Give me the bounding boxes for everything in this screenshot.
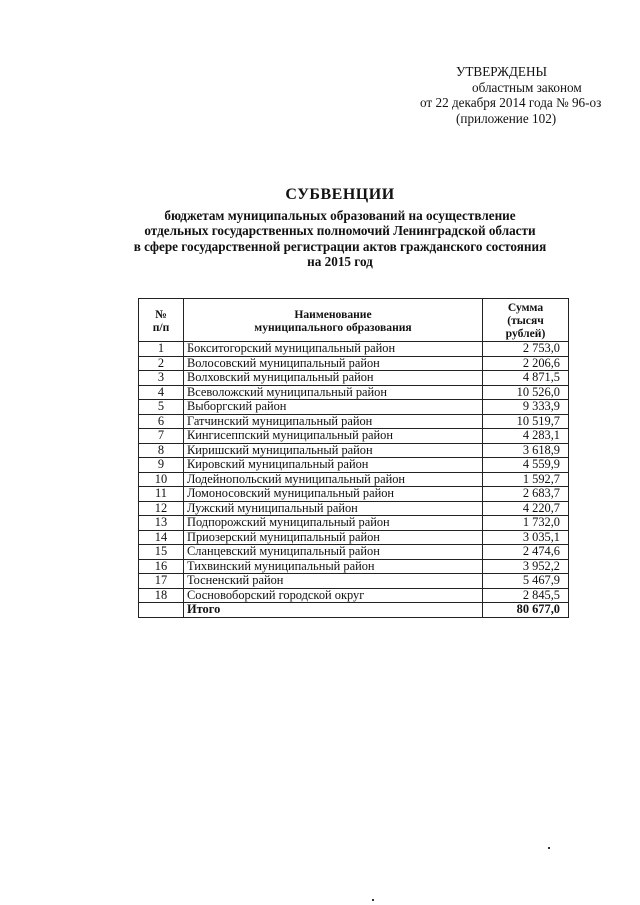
header-number-line1: № (155, 307, 167, 321)
table-header-row (139, 299, 569, 342)
row-sum: 4 220,7 (483, 501, 569, 516)
row-sum: 2 845,5 (483, 588, 569, 603)
row-municipality: Сланцевский муниципальный район (184, 545, 483, 560)
row-sum: 3 035,1 (483, 530, 569, 545)
table-row (139, 385, 569, 400)
row-sum: 4 283,1 (483, 429, 569, 444)
header-name (184, 299, 483, 342)
table-row (139, 588, 569, 603)
row-municipality: Тосненский район (184, 574, 483, 589)
row-municipality: Лужский муниципальный район (184, 501, 483, 516)
table-row (139, 371, 569, 386)
row-number: 16 (139, 559, 184, 574)
table-row (139, 429, 569, 444)
row-number: 10 (139, 472, 184, 487)
table-row (139, 458, 569, 473)
row-sum: 1 592,7 (483, 472, 569, 487)
row-municipality: Ломоносовский муниципальный район (184, 487, 483, 502)
row-sum: 4 559,9 (483, 458, 569, 473)
row-municipality: Лодейнопольский муниципальный район (184, 472, 483, 487)
table-row (139, 545, 569, 560)
table-row (139, 356, 569, 371)
table-row (139, 516, 569, 531)
header-sum (483, 299, 569, 342)
row-number: 8 (139, 443, 184, 458)
total-number-cell (139, 603, 184, 618)
row-number: 13 (139, 516, 184, 531)
table-row (139, 443, 569, 458)
row-number: 7 (139, 429, 184, 444)
row-municipality: Приозерский муниципальный район (184, 530, 483, 545)
approval-law-date: от 22 декабря 2014 года № 96-оз (420, 95, 602, 110)
row-sum: 3 952,2 (483, 559, 569, 574)
header-number (139, 299, 184, 342)
row-municipality: Волосовский муниципальный район (184, 356, 483, 371)
row-municipality: Выборгский район (184, 400, 483, 415)
row-sum: 2 753,0 (483, 342, 569, 357)
row-municipality: Бокситогорский муниципальный район (184, 342, 483, 357)
row-municipality: Гатчинский муниципальный район (184, 414, 483, 429)
document-title (100, 186, 580, 269)
table-row (139, 530, 569, 545)
row-municipality: Тихвинский муниципальный район (184, 559, 483, 574)
row-number: 12 (139, 501, 184, 516)
row-sum: 9 333,9 (483, 400, 569, 415)
approval-appendix: (приложение 102) (456, 110, 557, 126)
total-row (139, 603, 569, 618)
row-number: 4 (139, 385, 184, 400)
subventions-table (138, 298, 569, 618)
title-line-4: на 2015 год (307, 253, 373, 269)
approval-law-type: областным законом (472, 79, 582, 95)
approval-block (400, 64, 602, 126)
title-line-2: отдельных государственных полномочий Ленинградской области (144, 223, 536, 239)
table-row (139, 574, 569, 589)
row-number: 5 (139, 400, 184, 415)
header-sum-line1: Сумма (507, 301, 544, 314)
approval-heading: УТВЕРЖДЕНЫ (456, 64, 548, 79)
row-number: 1 (139, 342, 184, 357)
header-sum-line2: (тысяч рублей) (505, 314, 546, 340)
row-number: 18 (139, 588, 184, 603)
row-number: 9 (139, 458, 184, 473)
title-line-1: бюджетам муниципальных образований на осуществление (164, 208, 516, 223)
header-number-line2: п/п (152, 320, 170, 334)
total-sum: 80 677,0 (483, 603, 569, 618)
row-number: 2 (139, 356, 184, 371)
table-row (139, 472, 569, 487)
table-row (139, 501, 569, 516)
row-municipality: Волховский муниципальный район (184, 371, 483, 386)
row-municipality: Всеволожский муниципальный район (184, 385, 483, 400)
row-municipality: Киришский муниципальный район (184, 443, 483, 458)
row-number: 15 (139, 545, 184, 560)
row-number: 6 (139, 414, 184, 429)
row-sum: 2 683,7 (483, 487, 569, 502)
speck-mark (548, 847, 550, 849)
table-row (139, 342, 569, 357)
title-main: СУБВЕНЦИИ (285, 186, 395, 203)
row-municipality: Сосновоборский городской округ (184, 588, 483, 603)
row-number: 17 (139, 574, 184, 589)
row-sum: 1 732,0 (483, 516, 569, 531)
row-municipality: Подпорожский муниципальный район (184, 516, 483, 531)
header-name-line2: муниципального образования (254, 320, 412, 334)
table-row (139, 400, 569, 415)
row-number: 3 (139, 371, 184, 386)
row-sum: 2 474,6 (483, 545, 569, 560)
total-label: Итого (184, 603, 483, 618)
row-municipality: Кировский муниципальный район (184, 458, 483, 473)
table-row (139, 414, 569, 429)
row-number: 14 (139, 530, 184, 545)
row-sum: 4 871,5 (483, 371, 569, 386)
row-sum: 2 206,6 (483, 356, 569, 371)
row-sum: 10 526,0 (483, 385, 569, 400)
row-sum: 3 618,9 (483, 443, 569, 458)
row-sum: 5 467,9 (483, 574, 569, 589)
table-row (139, 487, 569, 502)
speck-mark (372, 899, 374, 901)
row-municipality: Кингисеппский муниципальный район (184, 429, 483, 444)
table-row (139, 559, 569, 574)
title-line-3: в сфере государственной регистрации актов гражданского состояния (133, 238, 547, 254)
header-name-line1: Наименование (294, 307, 372, 321)
row-number: 11 (139, 487, 184, 502)
row-sum: 10 519,7 (483, 414, 569, 429)
